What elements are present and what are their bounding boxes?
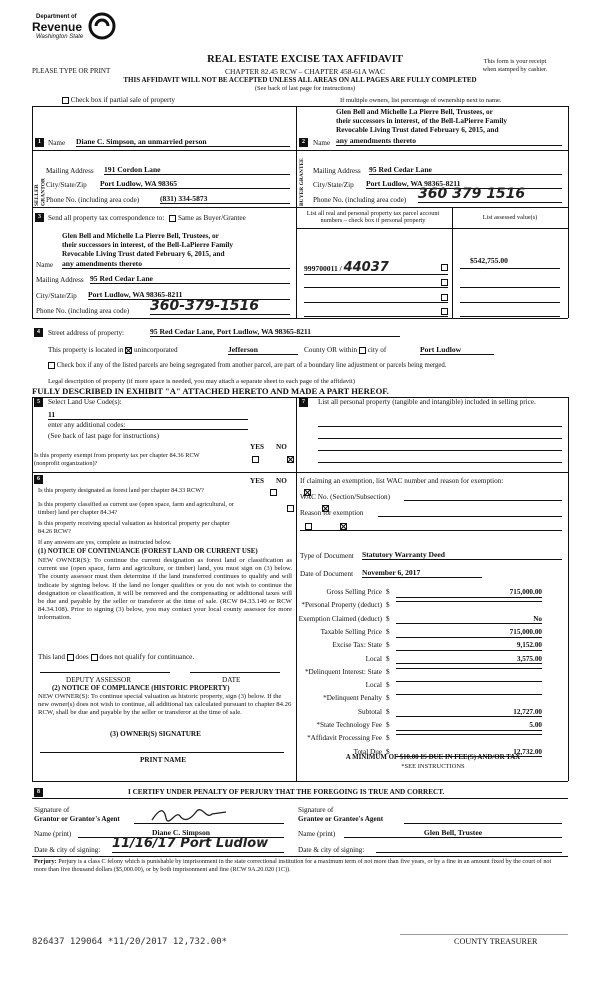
grantor-signature: [150, 806, 230, 824]
buyer-name-line4: any amendments thereto: [336, 136, 562, 146]
section5-no-header: NO: [276, 443, 287, 451]
parcel-1-personal-checkbox[interactable]: [441, 264, 448, 271]
buyer-name-label: Name: [313, 139, 331, 147]
fee-label: Local: [365, 654, 382, 663]
grantor-name-label: Name (print): [34, 830, 72, 838]
personal-property-label: List all personal property (tangible and intangible) included in selling price.: [318, 398, 536, 406]
buyer-phone: 360 379 1516: [418, 186, 562, 203]
owner-signature-label: (3) OWNER(S) SIGNATURE: [110, 730, 201, 738]
fee-value: [396, 681, 542, 682]
does-not-qualify-checkbox[interactable]: [91, 654, 98, 661]
segregated-row: [48, 362, 447, 370]
property-street: 95 Red Cedar Lane, Port Ludlow, WA 98365-8211: [150, 327, 400, 337]
segregated-checkbox[interactable]: [48, 362, 55, 369]
fee-currency: $: [386, 681, 390, 690]
this-land-label: This land: [38, 653, 65, 661]
corr-name-line1: Glen Bell and Michelle La Pierre Bell, Trustees, or: [62, 231, 219, 240]
parcel-header: List all real and personal property tax parcel account numbers – check box if personal property: [306, 210, 440, 225]
partial-sale-row: [62, 96, 175, 105]
fee-value: 9,152.00: [396, 641, 542, 651]
grantor-date-label: Date & city of signing:: [34, 846, 101, 854]
parcel-number-typed: 999700011 /: [304, 264, 342, 273]
grantee-date-label: Date & city of signing:: [298, 846, 365, 854]
parcel-2-personal-checkbox[interactable]: [441, 279, 448, 286]
parcel-row-2: [304, 277, 448, 288]
fee-row: [306, 641, 542, 652]
chapter-line: CHAPTER 82.45 RCW – CHAPTER 458-61A WAC: [225, 67, 385, 76]
notice1-title: (1) NOTICE OF CONTINUANCE (FOREST LAND OR CURRENT USE): [38, 548, 258, 555]
fee-row: [306, 628, 542, 639]
buyer-name-line3: Revocable Living Trust dated February 6, 2015, and: [336, 125, 499, 134]
corr-city-label: City/State/Zip: [36, 292, 77, 300]
warning-line: THIS AFFIDAVIT WILL NOT BE ACCEPTED UNLESS ALL AREAS ON ALL PAGES ARE FULLY COMPLETED: [123, 76, 477, 84]
seller-name-label: Name: [48, 139, 66, 147]
fee-label: *Affidavit Processing Fee: [307, 734, 382, 743]
corr-phone: 360-379-1516: [150, 298, 290, 315]
receipt-note-1: This form is your receipt: [483, 58, 547, 65]
exempt-yes-checkbox[interactable]: [252, 456, 259, 463]
fee-value: [396, 734, 542, 735]
parcel-3-personal-checkbox[interactable]: [441, 294, 448, 301]
parcel-row-4: [304, 306, 448, 317]
fee-currency: $: [386, 694, 390, 703]
section5-yes-header: YES: [250, 443, 264, 451]
notice2-title: (2) NOTICE OF COMPLIANCE (HISTORIC PROPERTY): [52, 685, 230, 692]
city-of-label: city of: [367, 346, 387, 354]
corr-name-line2: their successors in interest, of the Bell-LaPierre Family: [62, 240, 234, 249]
property-city: Port Ludlow: [420, 345, 494, 355]
agency-line3: Washington State: [36, 34, 84, 40]
historic-no-checkbox[interactable]: [340, 523, 347, 530]
fee-label: Exemption Claimed (deduct): [298, 614, 382, 623]
fee-currency: $: [386, 641, 390, 650]
doc-type: Statutory Warranty Deed: [362, 550, 562, 560]
swirl-logo-icon: [88, 12, 116, 40]
within-city-checkbox[interactable]: [359, 347, 366, 354]
perjury-text: Perjury is a class C felony which is punishable by imprisonment in the state correctional institution for a maximum term of not more than five years, or by a fine in an amount fixed by the court of not more than five thousand dollars ($5,000.00), or by both imprisonment and fine (RCW 9A.20.020 (1C)).: [34, 858, 552, 874]
fee-row: [306, 681, 542, 692]
fee-label: *Delinquent Penalty: [323, 694, 382, 703]
fee-label: *Delinquent Interest: State: [304, 667, 382, 676]
reason-label: Reason for exemption: [300, 509, 364, 517]
print-name-label: PRINT NAME: [140, 756, 186, 764]
section-3-badge: 3: [35, 213, 44, 222]
fee-value: 3,575.00: [396, 655, 542, 665]
perjury-statement: [34, 858, 564, 875]
grantee-name: Glen Bell, Trustee: [344, 828, 562, 838]
buyer-city: Port Ludlow, WA 98365-8211: [366, 179, 562, 189]
buyer-name-line1: Glen Bell and Michelle La Pierre Bell, Trustees, or: [336, 107, 493, 116]
buyer-phone-label: Phone No. (including area code): [313, 196, 407, 204]
fee-value: [396, 601, 542, 602]
corr-city: Port Ludlow, WA 98365-8211: [88, 290, 290, 300]
section-8-badge: 8: [34, 788, 43, 797]
fee-label: Subtotal: [358, 707, 382, 716]
parcel-number-hand: 44037: [343, 260, 389, 275]
parcel-row-1: [304, 260, 448, 275]
fee-currency: $: [386, 588, 390, 596]
exemption-label: If claiming an exemption, list WAC number and reason for exemption:: [300, 477, 504, 485]
partial-sale-checkbox[interactable]: [62, 97, 69, 104]
county-treasurer-label: COUNTY TREASURER: [454, 937, 538, 946]
fee-row: [306, 734, 542, 745]
fee-row: [306, 694, 542, 705]
fee-row: [306, 655, 542, 666]
property-county: Jefferson: [228, 345, 298, 355]
fee-value: 12,727.00: [396, 708, 542, 718]
buyer-mail-label: Mailing Address: [313, 167, 361, 175]
correspondence-text: Send all property tax correspondence to:: [48, 214, 165, 222]
fee-label: Taxable Selling Price: [320, 627, 382, 636]
buyer-city-label: City/State/Zip: [313, 181, 354, 189]
doc-date-label: Date of Document: [300, 570, 354, 578]
seller-mail-label: Mailing Address: [46, 167, 94, 175]
doc-date: November 6, 2017: [362, 568, 482, 578]
section6-no-header: NO: [276, 477, 287, 485]
grantor-date-city: 11/16/17 Port Ludlow: [112, 836, 284, 853]
located-label: This property is located in: [48, 346, 124, 354]
fee-currency: $: [386, 601, 390, 610]
parcel-4-personal-checkbox[interactable]: [441, 308, 448, 315]
section6-yes-header: YES: [250, 477, 264, 485]
treasurer-stamp: 826437 129064 *11/20/2017 12,732.00*: [32, 937, 228, 947]
historic-question: Is this property receiving special valuation as historical property per chapter 84.26 RCW?: [38, 520, 230, 535]
assessed-header: List assessed value(s): [482, 214, 538, 221]
fee-value: 5.00: [396, 721, 542, 731]
county-or-row: [304, 346, 386, 355]
parcel-row-3: [304, 292, 448, 303]
fee-label: Excise Tax: State: [332, 641, 382, 650]
grantor-sig-label-1: Signature of: [34, 806, 70, 814]
seller-phone: (831) 334-5873: [160, 194, 290, 204]
land-use-label: Select Land Use Code(s):: [48, 398, 122, 406]
corr-mail: 95 Red Cedar Lane: [90, 274, 290, 284]
section-7-badge: 7: [299, 398, 308, 407]
section-1-badge: 1: [35, 138, 44, 147]
corr-name-line4: any amendments thereto: [62, 259, 290, 269]
located-row: [48, 346, 178, 355]
grantor-name: Diane C. Simpson: [78, 828, 284, 838]
buyer-name-line2: their successors in interest, of the Bell-LaPierre Family: [336, 116, 508, 125]
fee-value: [396, 668, 542, 669]
agency-line1: Department of: [36, 14, 77, 20]
section-2-badge: 2: [299, 138, 308, 147]
same-as-buyer-label: Same as Buyer/Grantee: [177, 214, 246, 222]
fee-row: [306, 588, 542, 599]
corr-name-line3: Revocable Living Trust dated February 6, 2015, and: [62, 249, 225, 258]
please-type: PLEASE TYPE OR PRINT: [32, 67, 111, 75]
land-use-code: 11: [48, 410, 248, 420]
corr-phone-label: Phone No. (including area code): [36, 307, 130, 315]
fee-value: [396, 694, 542, 695]
seller-name: Diane C. Simpson, an unmarried person: [76, 137, 290, 147]
fee-currency: $: [386, 654, 390, 663]
see-instructions: *SEE INSTRUCTIONS: [401, 763, 465, 770]
assessed-value-1: $542,755.00: [470, 256, 508, 265]
legal-label: Legal description of property (if more space is needed, you may attach a separate sheet to each page of the affidavit): [48, 378, 355, 385]
does-label: does: [75, 653, 89, 661]
correspondence-label: [48, 214, 246, 223]
fee-label: Gross Selling Price: [326, 588, 382, 596]
minimum-note: A MINIMUM OF $10.00 IS DUE IN FEE(S) AND/OR TAX: [345, 754, 521, 761]
does-not-label: does not qualify for continuance.: [99, 653, 195, 661]
fee-label: Total Due: [353, 747, 382, 756]
buyer-mail: 95 Red Cedar Lane: [369, 165, 562, 175]
section-4-badge: 4: [34, 328, 43, 337]
notice1-text: NEW OWNER(S): To continue the current designation as forest land or classification as current use (open space, farm and agriculture, or timber) land, you must sign on (3) below. The county assessor must then determine if the land transferred continues to qualify and will indicate by signing below. If the land no longer qualifies or you do not wish to continue the designation or classification, it will be removed and the compensating or additional taxes will be due and payable by the seller or transferor at the time of sale. (RCW 84.33.140 or RCW 84.34.108). Prior to signing (3) below, you may contact your local county assessor for more information.: [38, 557, 292, 622]
date-label: DATE: [222, 676, 241, 684]
unincorporated-label: unincorporated: [134, 346, 178, 354]
seller-side-label: SELLER GRANTOR: [34, 177, 47, 206]
fee-currency: $: [386, 614, 390, 623]
section-5-badge: 5: [34, 398, 43, 407]
fee-value: 715,000.00: [396, 588, 542, 598]
same-as-buyer-checkbox[interactable]: [169, 215, 176, 222]
grantor-sig-label-2: Grantor or Grantor's Agent: [34, 815, 120, 823]
wac-label: WAC No. (Section/Subsection): [300, 493, 391, 501]
exempt-question: Is this property exempt from property tax per chapter 84.36 RCW (nonprofit organization)?: [34, 452, 200, 467]
fee-row: [301, 601, 542, 612]
current-use-yes-checkbox[interactable]: [287, 505, 294, 512]
seller-phone-label: Phone No. (including area code): [46, 196, 140, 204]
notice2-text: NEW OWNER(S): To continue special valuation as historic property, sign (3) below. If the new owner(s) does not wish to continue, all additional tax calculated pursuant to chapter 84.26 RCW, shall be due and payable by the seller or transferor at the time of sale.: [38, 693, 292, 717]
deputy-assessor-label: DEPUTY ASSESSOR: [66, 676, 132, 684]
corr-name-label: Name: [36, 261, 54, 269]
seller-mail: 191 Cordon Lane: [104, 165, 290, 175]
receipt-note-2: when stamped by cashier.: [482, 66, 548, 73]
see-back-line: (See back of last page for instructions): [254, 85, 356, 92]
fee-currency: $: [386, 627, 390, 636]
county-or-label: County OR within: [304, 346, 358, 354]
certify-statement: I CERTIFY UNDER PENALTY OF PERJURY THAT THE FOREGOING IS TRUE AND CORRECT.: [128, 788, 445, 796]
current-use-question: Is this property classified as current use (open space, farm and agricultural, or timber) land per chapter 84.34?: [38, 501, 234, 516]
if-yes-note: If any answers are yes, complete as instructed below.: [38, 539, 172, 546]
fee-label: Local: [365, 681, 382, 690]
forest-yes-checkbox[interactable]: [270, 489, 277, 496]
multiple-owners-note: If multiple owners, list percentage of ownership next to name.: [340, 97, 502, 104]
grantee-sig-label-2: Grantee or Grantee's Agent: [298, 815, 384, 823]
doc-type-label: Type of Document: [300, 552, 354, 560]
section5-see-back: (See back of last page for instructions): [48, 432, 159, 440]
corr-mail-label: Mailing Address: [36, 276, 84, 284]
dor-logo: [32, 14, 122, 54]
fee-currency: $: [386, 734, 390, 743]
seller-city-label: City/State/Zip: [46, 181, 87, 189]
seller-city: Port Ludlow, WA 98365: [100, 179, 290, 189]
section-6-badge: 6: [34, 475, 43, 484]
does-qualify-checkbox[interactable]: [67, 654, 74, 661]
unincorporated-checkbox[interactable]: [125, 347, 132, 354]
grantee-name-label: Name (print): [298, 830, 336, 838]
fee-currency: $: [386, 747, 390, 756]
agency-line2: Revenue: [32, 20, 83, 34]
exempt-no-checkbox[interactable]: [287, 456, 294, 463]
fee-label: *Personal Property (deduct): [301, 601, 382, 610]
form-title: REAL ESTATE EXCISE TAX AFFIDAVIT: [207, 54, 403, 65]
fee-row: [298, 614, 542, 626]
perjury-label: Perjury:: [34, 858, 57, 865]
fee-currency: $: [386, 707, 390, 716]
segregated-label: Check box if any of the listed parcels are being segregated from another parcel, are part of a boundary line adjustment or parcels being merged.: [56, 362, 447, 370]
legal-description: FULLY DESCRIBED IN EXHIBIT "A" ATTACHED HERETO AND MADE A PART HEREOF.: [32, 386, 389, 396]
forest-question: Is this property designated as forest land per chapter 84.33 RCW?: [38, 487, 204, 494]
fee-row: [306, 708, 542, 719]
fee-currency: $: [386, 667, 390, 676]
fee-value: 715,000.00: [396, 628, 542, 638]
additional-codes-label: enter any additional codes:: [48, 421, 126, 429]
grantee-sig-label-1: Signature of: [298, 806, 334, 814]
fee-label: *State Technology Fee: [316, 721, 382, 729]
street-label: Street address of property:: [48, 329, 125, 337]
historic-yes-checkbox[interactable]: [305, 523, 312, 530]
qualify-row: [38, 653, 194, 662]
buyer-side-label: BUYER GRANTEE: [299, 158, 305, 206]
fee-value: No: [396, 615, 542, 625]
fee-row: [306, 721, 542, 732]
partial-sale-label: Check box if partial sale of property: [70, 96, 175, 104]
fee-row: [306, 668, 542, 679]
fee-currency: $: [386, 721, 390, 729]
fee-value: 12,732.00: [396, 748, 542, 758]
